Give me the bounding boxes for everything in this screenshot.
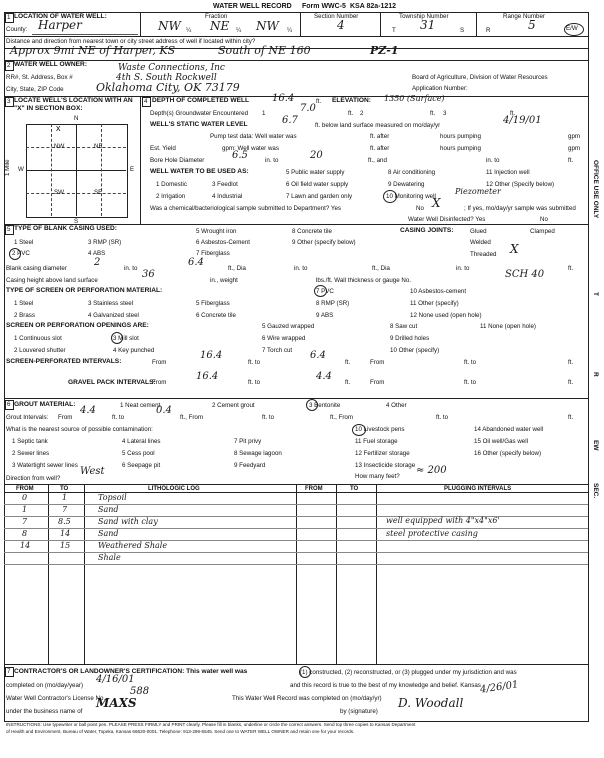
- screen-galvanized[interactable]: 4 Galvanized steel: [88, 312, 139, 319]
- compass-s: S: [74, 218, 79, 225]
- depth-ft: ft.: [316, 98, 322, 105]
- screen-other[interactable]: 11 Other (specify): [410, 300, 459, 307]
- section-number-value: 4: [337, 18, 345, 32]
- quadrant-ne: NE: [94, 143, 103, 150]
- perf-to-label: ft. to: [248, 359, 261, 366]
- use-lawn[interactable]: 7 Lawn and garden only: [286, 193, 353, 200]
- section-number-5: 5: [5, 225, 14, 235]
- log-row-2-desc: Sand with clay: [98, 517, 158, 526]
- quadrant-se: SE: [94, 189, 103, 196]
- casing-diameter-value: 2: [94, 257, 101, 268]
- range-ew: E/W: [566, 25, 578, 32]
- open-torch[interactable]: 7 Torch cut: [262, 347, 293, 354]
- disinfected-label: Water Well Disinfected? Yes: [408, 216, 486, 223]
- grout-bentonite[interactable]: 3 Bentonite: [309, 402, 341, 409]
- perf-to-value: 6.4: [310, 350, 326, 361]
- perf-from-label-2: From: [370, 359, 385, 366]
- bore-in-to-2: in. to: [486, 157, 500, 164]
- cont-cess[interactable]: 5 Cess pool: [122, 450, 155, 457]
- joint-threaded-mark: X: [510, 242, 519, 256]
- quadrant-nw: NW: [54, 143, 65, 150]
- pump-test-label: Pump test data: Well water was: [210, 133, 297, 140]
- bore-ft: ft.: [568, 157, 574, 164]
- plugging-note-2: steel protective casing: [386, 529, 478, 538]
- gravel-from-label-2: From: [370, 379, 385, 386]
- screen-none[interactable]: 12 None used (open hole): [410, 312, 482, 319]
- location-label: LOCATION OF WATER WELL:: [14, 13, 107, 20]
- grout-intervals-label: Grout Intervals:: [6, 414, 49, 421]
- form-title: WATER WELL RECORD: [213, 3, 292, 10]
- well-id: PZ-1: [370, 44, 399, 57]
- casing-ft: ft.: [568, 265, 574, 272]
- quarter-mark-3: ¼: [287, 27, 293, 34]
- casing-joints-label: CASING JOINTS:: [400, 227, 454, 234]
- cont-lateral[interactable]: 4 Lateral lines: [122, 438, 161, 445]
- gravel-to-value: 4.4: [316, 371, 332, 382]
- compass-e: E: [130, 166, 135, 173]
- grout-other[interactable]: 4 Other: [386, 402, 407, 409]
- screen-brass[interactable]: 2 Brass: [14, 312, 35, 319]
- grout-from-label: From: [58, 414, 73, 421]
- perforated-label: SCREEN-PERFORATED INTERVALS:: [6, 358, 122, 365]
- open-continuous[interactable]: 1 Continuous slot: [14, 335, 62, 342]
- open-other[interactable]: 10 Other (specify): [390, 347, 440, 354]
- distance-value-2: South of NE 160: [218, 44, 311, 57]
- casing-other[interactable]: 9 Other (specify below): [292, 239, 356, 246]
- log-row-2-from: 7: [22, 517, 28, 526]
- depth-value: 16.4: [272, 93, 295, 104]
- casing-weight-label: in., weight: [210, 277, 238, 284]
- distance-value: Approx 9mi NE of Harper, KS: [10, 44, 176, 57]
- locate-label: LOCATE WELL'S LOCATION WITH AN "X" IN SECTION BOX:: [14, 97, 133, 112]
- gravel-from-value: 16.4: [196, 371, 219, 382]
- static-level-date: 4/19/01: [503, 115, 542, 126]
- log-row-3-to: 14: [60, 529, 71, 538]
- county-label: County:: [6, 26, 28, 33]
- side-ew: EW: [592, 440, 599, 451]
- business-value: MAXS: [96, 696, 137, 710]
- contamination-label: What is the nearest source of possible contamination:: [6, 426, 153, 433]
- section-box[interactable]: [26, 124, 128, 218]
- casing-height-label: Casing height above land surface: [6, 277, 98, 284]
- gravel-label: GRAVEL PACK INTERVALS:: [68, 379, 156, 386]
- use-industrial[interactable]: 4 Industrial: [212, 193, 243, 200]
- casing-in-to-3: in. to: [456, 265, 470, 272]
- cont-abandoned[interactable]: 14 Abandoned water well: [474, 426, 544, 433]
- county-value: Harper: [38, 18, 82, 32]
- section-number-1: 1: [5, 13, 14, 23]
- completed-date: 4/16/01: [96, 674, 135, 685]
- form-number: Form WWC-5: [302, 3, 346, 10]
- log-row-2-to: 8.5: [58, 517, 71, 526]
- range-r: R: [486, 27, 491, 34]
- use-oilfield[interactable]: 6 Oil field water supply: [286, 181, 349, 188]
- quarter-2: NE: [210, 19, 230, 33]
- grout-cement[interactable]: 2 Cement grout: [212, 402, 255, 409]
- use-other[interactable]: 12 Other (Specify below): [486, 181, 555, 188]
- casing-steel[interactable]: 1 Steel: [14, 239, 34, 246]
- owner-city: Oklahoma City, OK 73179: [96, 81, 240, 94]
- instructions-line-2: of Health and Environment, Bureau of Water, Topeka, Kansas 66620-0001. Telephone: 913-296-5545. Send one to WATER WELL OWNER and retain one for your records.: [6, 729, 355, 734]
- use-irrigation[interactable]: 2 Irrigation: [156, 193, 186, 200]
- signature-label: by (signature): [340, 708, 378, 715]
- static-level-value: 6.7: [282, 115, 298, 126]
- joint-threaded[interactable]: Threaded: [470, 251, 497, 258]
- plugging-note-1: well equipped with 4"x4"x6': [386, 516, 500, 525]
- quarter-3: NW: [256, 19, 279, 33]
- log-row-4-to: 15: [60, 541, 71, 550]
- gravel-to-label: ft. to: [248, 379, 261, 386]
- casing-ft-dia-2: ft., Dia: [372, 265, 390, 272]
- open-wire[interactable]: 6 Wire wrapped: [262, 335, 306, 342]
- est-gpm: gpm: [568, 145, 581, 152]
- gravel-ft-2: ft.: [568, 379, 574, 386]
- joint-clamped[interactable]: Clamped: [530, 228, 555, 235]
- cont-watertight[interactable]: 3 Watertight sewer lines: [12, 462, 78, 469]
- bore-label: Bore Hole Diameter: [150, 157, 205, 164]
- cont-lagoon[interactable]: 8 Sewage lagoon: [234, 450, 282, 457]
- log-to-header: TO: [60, 486, 69, 492]
- cont-privy[interactable]: 7 Pit privy: [234, 438, 262, 445]
- completed-label: completed on (mo/day/year): [6, 682, 84, 689]
- screen-stainless[interactable]: 3 Stainless steel: [88, 300, 134, 307]
- log-row-1-desc: Sand: [98, 505, 119, 514]
- log-row-4-desc: Weathered Shale: [98, 541, 168, 550]
- perf-ft: ft.: [345, 359, 351, 366]
- instructions-line-1: INSTRUCTIONS: Use typewriter or ball point pen. PLEASE PRESS FIRMLY and PRINT clearly. Please fill in blanks, underline or circle the correct answers. Send top three copies to Kansas Department: [6, 722, 416, 727]
- use-injection[interactable]: 11 Injection well: [486, 169, 530, 176]
- joint-welded[interactable]: Welded: [470, 239, 491, 246]
- use-domestic[interactable]: 1 Domestic: [156, 181, 187, 188]
- license-label: Water Well Contractor's License No.: [6, 695, 106, 702]
- open-louvered[interactable]: 2 Louvered shutter: [14, 347, 66, 354]
- certification-label: CONTRACTOR'S OR LANDOWNER'S CERTIFICATION: This water well was: [14, 668, 248, 675]
- log-from-header: FROM: [16, 486, 34, 492]
- use-monitoring[interactable]: 10 Monitoring well: [386, 193, 436, 200]
- log-litho-header: LITHOLOGIC LOG: [148, 486, 200, 492]
- cont-other[interactable]: 16 Other (specify below): [474, 450, 542, 457]
- office-use-only: OFFICE USE ONLY: [592, 160, 599, 219]
- cont-seepage[interactable]: 6 Seepage pit: [122, 462, 161, 469]
- screen-asbestos[interactable]: 10 Asbestos-cement: [410, 288, 467, 295]
- cont-fuel[interactable]: 11 Fuel storage: [355, 438, 398, 445]
- static-level-rest: ft. below land surface measured on mo/day/yr: [315, 122, 441, 129]
- use-label: WELL WATER TO BE USED AS:: [150, 168, 249, 175]
- well-location-mark: x: [56, 123, 61, 133]
- owner-address: 4th S. South Rockwell: [116, 73, 217, 83]
- casing-fiberglass[interactable]: 7 Fiberglass: [196, 250, 230, 257]
- section-number-label: Section Number: [314, 13, 359, 20]
- township-s: S: [460, 27, 465, 34]
- pump-gpm: gpm: [568, 133, 581, 140]
- screen-abs[interactable]: 9 ABS: [316, 312, 334, 319]
- distance-label: Distance and direction from nearest town or city street address of well if located within city?: [6, 38, 256, 45]
- casing-ft-dia-1: ft., Dia: [228, 265, 246, 272]
- chem-sample-no: No: [416, 205, 424, 212]
- section-number-7: 7: [5, 667, 14, 677]
- log-row-0-from: 0: [22, 493, 28, 502]
- log-row-0-to: 1: [62, 493, 68, 502]
- use-dewatering[interactable]: 9 Dewatering: [388, 181, 425, 188]
- casing-abs[interactable]: 4 ABS: [88, 250, 106, 257]
- cont-sewer[interactable]: 2 Sewer lines: [12, 450, 50, 457]
- license-value: 588: [130, 686, 150, 697]
- mile-label: 1 Mile: [4, 159, 11, 176]
- open-drilled[interactable]: 9 Drilled holes: [390, 335, 430, 342]
- direction-label: Direction from well?: [6, 475, 61, 482]
- groundwater-1-ft: ft.: [348, 110, 354, 117]
- pump-hours: hours pumping: [440, 133, 481, 140]
- casing-concrete[interactable]: 8 Concrete tile: [292, 228, 332, 235]
- cont-septic[interactable]: 1 Septic tank: [12, 438, 48, 445]
- screen-fiberglass[interactable]: 5 Fiberglass: [196, 300, 230, 307]
- bore-and: ft., and: [368, 157, 387, 164]
- rr-label: RR#, St. Address, Box #: [6, 74, 73, 81]
- grout-to-label: ft. to: [112, 414, 125, 421]
- use-monitoring-note: Piezometer: [455, 187, 501, 196]
- cont-fertilizer[interactable]: 12 Fertilizer storage: [355, 450, 410, 457]
- section-number-3: 3: [5, 97, 14, 107]
- groundwater-3-ft: ft.: [510, 110, 516, 117]
- grout-ft-from-2: ft., From: [330, 414, 354, 421]
- signature: D. Woodall: [398, 696, 464, 710]
- open-none[interactable]: 11 None (open hole): [480, 323, 536, 330]
- use-public[interactable]: 5 Public water supply: [286, 169, 345, 176]
- city-label: City, State, ZIP Code: [6, 86, 64, 93]
- grout-to-label-2: ft. to: [262, 414, 275, 421]
- log-row-0-desc: Topsoil: [98, 493, 127, 502]
- casing-wrought[interactable]: 5 Wrought iron: [196, 228, 237, 235]
- casing-diameter-label: Blank casing diameter: [6, 265, 67, 272]
- section-number-4: 4: [142, 97, 151, 107]
- perf-ft-2: ft.: [568, 359, 574, 366]
- application-label: Application Number:: [412, 85, 468, 92]
- log-plug-header: PLUGGING INTERVALS: [444, 486, 512, 492]
- screen-type-label: TYPE OF SCREEN OR PERFORATION MATERIAL:: [6, 287, 163, 294]
- form-statute: KSA 82a-1212: [350, 3, 397, 10]
- cont-livestock[interactable]: 10 Livestock pens: [355, 426, 405, 433]
- cont-feedyard[interactable]: 9 Feedyard: [234, 462, 266, 469]
- township-value: 31: [420, 18, 436, 32]
- open-saw[interactable]: 8 Saw cut: [390, 323, 418, 330]
- grout-to-label-3: ft. to: [436, 414, 449, 421]
- groundwater-1-value: 7.0: [300, 103, 316, 114]
- est-ft-after: ft. after: [370, 145, 390, 152]
- casing-in-to-2: in. to: [294, 265, 308, 272]
- casing-rmp[interactable]: 3 RMP (SR): [88, 239, 122, 246]
- use-air[interactable]: 8 Air conditioning: [388, 169, 436, 176]
- joint-glued[interactable]: Glued: [470, 228, 487, 235]
- side-t: T: [592, 292, 599, 296]
- casing-asbestos[interactable]: 6 Asbestos-Cement: [196, 239, 250, 246]
- owner-label: WATER WELL OWNER:: [14, 61, 88, 68]
- cont-oilgas[interactable]: 15 Oil well/Gas well: [474, 438, 528, 445]
- disinfected-no: No: [540, 216, 548, 223]
- chem-sample-mark: X: [432, 196, 441, 210]
- direction-value: West: [80, 466, 105, 477]
- gravel-to-label-2: ft. to: [464, 379, 477, 386]
- quarter-mark-2: ¼: [236, 27, 242, 34]
- depth-label: DEPTH OF COMPLETED WELL: [152, 97, 250, 104]
- bore-in-to: in. to: [265, 157, 279, 164]
- casing-to-value: 6.4: [188, 257, 204, 268]
- openings-label: SCREEN OR PERFORATION OPENINGS ARE:: [6, 322, 149, 329]
- grout-ft: ft.: [568, 414, 574, 421]
- section-number-6: 6: [5, 400, 14, 410]
- casing-height-value: 36: [142, 269, 155, 280]
- casing-lbs-label: lbs./ft. Wall thickness or gauge No.: [316, 277, 412, 284]
- static-level-label: WELL'S STATIC WATER LEVEL: [150, 121, 248, 128]
- compass-w: W: [18, 166, 24, 173]
- cont-insecticide[interactable]: 13 Insecticide storage: [355, 462, 416, 469]
- est-hours: hours pumping: [440, 145, 481, 152]
- groundwater-2-num: 2: [360, 110, 364, 117]
- elevation-label: ELEVATION:: [332, 97, 371, 104]
- groundwater-1-num: 1: [262, 110, 266, 117]
- perf-from-value: 16.4: [200, 350, 223, 361]
- range-label: Range Number: [503, 13, 545, 20]
- grout-label: GROUT MATERIAL:: [14, 401, 76, 408]
- open-key-punched[interactable]: 4 Key punched: [113, 347, 155, 354]
- chem-sample-label: Was a chemical/bacteriological sample submitted to Department? Yes: [150, 205, 341, 212]
- log-row-3-from: 8: [22, 529, 28, 538]
- log-row-4-from: 14: [20, 541, 31, 550]
- owner-name: Waste Connections, Inc: [118, 63, 225, 73]
- quadrant-sw: SW: [54, 189, 64, 196]
- log-row-3-desc: Sand: [98, 529, 119, 538]
- screen-rmp[interactable]: 8 RMP (SR): [316, 300, 350, 307]
- business-label: under the business name of: [6, 708, 83, 715]
- grout-neat[interactable]: 1 Neat cement: [120, 402, 161, 409]
- bore-to-value: 20: [310, 150, 323, 161]
- quarter-1: NW: [158, 19, 181, 33]
- screen-concrete[interactable]: 6 Concrete tile: [196, 312, 236, 319]
- quarter-mark-1: ¼: [186, 27, 192, 34]
- log-row-5-desc: Shale: [98, 553, 121, 562]
- casing-gauge-value: SCH 40: [505, 269, 545, 280]
- screen-pvc[interactable]: 7 PVC: [316, 288, 334, 295]
- log-row-1-from: 1: [22, 505, 28, 514]
- open-gauzed[interactable]: 5 Gauzed wrapped: [262, 323, 315, 330]
- feet-label: How many feet?: [355, 473, 400, 480]
- casing-in-to: in. to: [124, 265, 138, 272]
- perf-to-label-2: ft. to: [464, 359, 477, 366]
- log-from-header-2: FROM: [305, 486, 323, 492]
- casing-label: TYPE OF BLANK CASING USED:: [14, 225, 117, 232]
- elevation-value: 1350 (Surface): [384, 94, 445, 103]
- use-feedlot[interactable]: 3 Feedlot: [212, 181, 238, 188]
- screen-steel[interactable]: 1 Steel: [14, 300, 34, 307]
- groundwater-2-ft: ft.: [430, 110, 436, 117]
- gravel-ft: ft.: [345, 379, 351, 386]
- est-yield-label: Est. Yield: [150, 145, 176, 152]
- side-r: R: [592, 372, 599, 377]
- range-value: 5: [528, 18, 536, 32]
- groundwater-label: Depth(s) Groundwater Encountered: [150, 110, 249, 117]
- township-t: T: [392, 27, 396, 34]
- grout-to-value: 0.4: [156, 405, 172, 416]
- bore-value: 6.5: [232, 150, 248, 161]
- board-label: Board of Agriculture, Division of Water Resources: [412, 74, 548, 81]
- grout-ft-from: ft., From: [180, 414, 204, 421]
- compass-n: N: [74, 115, 79, 122]
- grout-from-value: 4.4: [80, 405, 96, 416]
- certification-options: (1) constructed, (2) reconstructed, or (3) plugged under my jurisdiction and was: [300, 669, 517, 676]
- section-number-2: 2: [5, 61, 14, 71]
- certification-rest: and this record is true to the best of my knowledge and belief. Kansas: [290, 682, 481, 689]
- log-row-1-to: 7: [62, 505, 68, 514]
- township-label: Township Number: [399, 13, 449, 20]
- est-yield-gpm: gpm: Well water was: [222, 145, 279, 152]
- open-mill-slot[interactable]: 3 Mill slot: [113, 335, 139, 342]
- record-completed-date: 4/26/01: [479, 679, 520, 696]
- perf-from-label: From: [152, 359, 167, 366]
- chem-sample-rest: ; If yes, mo/day/yr sample was submitted: [464, 205, 576, 212]
- record-completed-label: This Water Well Record was completed on (mo/day/yr): [232, 695, 382, 702]
- pump-ft-after: ft. after: [370, 133, 390, 140]
- gravel-from-label: From: [152, 379, 167, 386]
- log-to-header-2: TO: [350, 486, 359, 492]
- casing-pvc[interactable]: 2 PVC: [12, 250, 30, 257]
- fraction-label: Fraction: [205, 13, 228, 20]
- groundwater-3-num: 3: [443, 110, 447, 117]
- side-sec: SEC.: [592, 483, 599, 499]
- feet-value: ≈ 200: [416, 465, 447, 476]
